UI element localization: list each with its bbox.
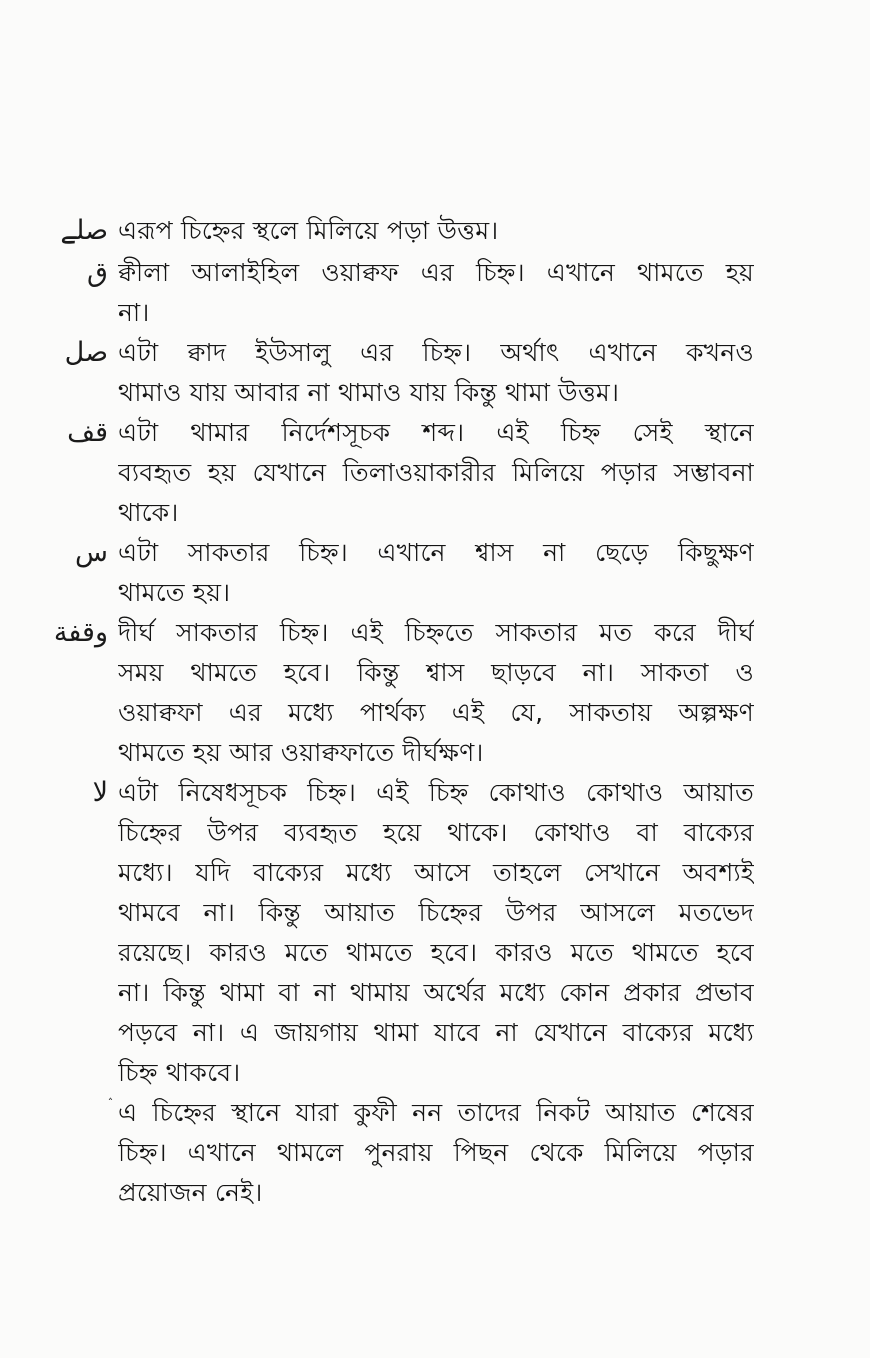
text-line: মধ্যে। যদি বাক্যের মধ্যে আসে তাহলে সেখানে অবশ্যই <box>118 858 754 887</box>
text-line: থামাও যায় আবার না থামাও যায় কিন্তু থামা উত্তম। <box>118 378 620 407</box>
text-line: থামতে হয় আর ওয়াক্বফাতে দীর্ঘক্ষণ। <box>118 738 484 767</box>
text-line: সময় থামতে হবে। কিন্তু শ্বাস ছাড়বে না। সাকতা ও <box>118 658 754 687</box>
text-line: প্রয়োজন নেই। <box>118 1178 263 1207</box>
arabic-sign-sad-lam: صل <box>64 337 108 368</box>
text-line: চিহ্ন। এখানে থামলে পুনরায় পিছন থেকে মিলিয়ে পড়ার <box>118 1138 754 1167</box>
arabic-sign-la: لا <box>92 777 108 808</box>
text-line: না। কিন্তু থামা বা না থামায় অর্থের মধ্যে কোন প্রকার প্রভাব <box>118 978 754 1007</box>
text-line: না। <box>118 298 150 327</box>
text-line: থাকে। <box>118 498 179 527</box>
text-line: চিহ্ন থাকবে। <box>118 1058 241 1087</box>
entry-text <box>118 253 754 333</box>
text-line: এটা সাকতার চিহ্ন। এখানে শ্বাস না ছেড়ে কিছুক্ষণ <box>118 538 754 567</box>
arabic-sign-waqfa: وقفة <box>53 617 108 648</box>
arabic-sign-qaf: ق <box>87 257 108 288</box>
entry-text <box>118 1093 754 1213</box>
arabic-sign-sale: صلے <box>60 215 108 246</box>
entry-text <box>118 613 754 773</box>
text-line: থামবে না। কিন্তু আয়াত চিহ্নের উপর আসলে মতভেদ <box>118 898 754 927</box>
entry-text <box>118 413 754 533</box>
text-line: ওয়াক্বফা এর মধ্যে পার্থক্য এই যে, সাকতায় অল্পক্ষণ <box>118 698 754 727</box>
text-line: এরূপ চিহ্নের স্থলে মিলিয়ে পড়া উত্তম। <box>118 216 499 245</box>
text-line: রয়েছে। কারও মতে থামতে হবে। কারও মতে থামতে হবে <box>118 938 754 967</box>
text-line: থামতে হয়। <box>118 578 231 607</box>
entry-text <box>118 773 754 1093</box>
text-line: এ চিহ্নের স্থানে যারা কুফী নন তাদের নিকট আয়াত শেষের <box>118 1098 754 1127</box>
entry-text <box>118 333 754 413</box>
text-line: এটা ক্বাদ ইউসালু এর চিহ্ন। অর্থাৎ এখানে কখনও <box>118 338 754 367</box>
arabic-sign-qif: قف <box>67 417 108 448</box>
arabic-sign-kufi <box>44 1093 108 1133</box>
entry-text <box>118 211 754 251</box>
text-line: চিহ্নের উপর ব্যবহৃত হয়ে থাকে। কোথাও বা বাক্যের <box>118 818 754 847</box>
text-line: পড়বে না। এ জায়গায় থামা যাবে না যেখানে বাক্যের মধ্যে <box>118 1018 754 1047</box>
text-line: ক্বীলা আলাইহিল ওয়াক্বফ এর চিহ্ন। এখানে থামতে হয় <box>118 258 754 287</box>
text-line: দীর্ঘ সাকতার চিহ্ন। এই চিহ্নতে সাকতার মত করে দীর্ঘ <box>118 618 754 647</box>
text-line: এটা থামার নির্দেশসূচক শব্দ। এই চিহ্ন সেই স্থানে <box>118 418 754 447</box>
text-line: ব্যবহৃত হয় যেখানে তিলাওয়াকারীর মিলিয়ে পড়ার সম্ভাবনা <box>118 458 754 487</box>
arabic-sign-sin: س <box>75 537 108 568</box>
text-line: এটা নিষেধসূচক চিহ্ন। এই চিহ্ন কোথাও কোথাও আয়াত <box>118 778 754 807</box>
entry-text <box>118 533 754 613</box>
